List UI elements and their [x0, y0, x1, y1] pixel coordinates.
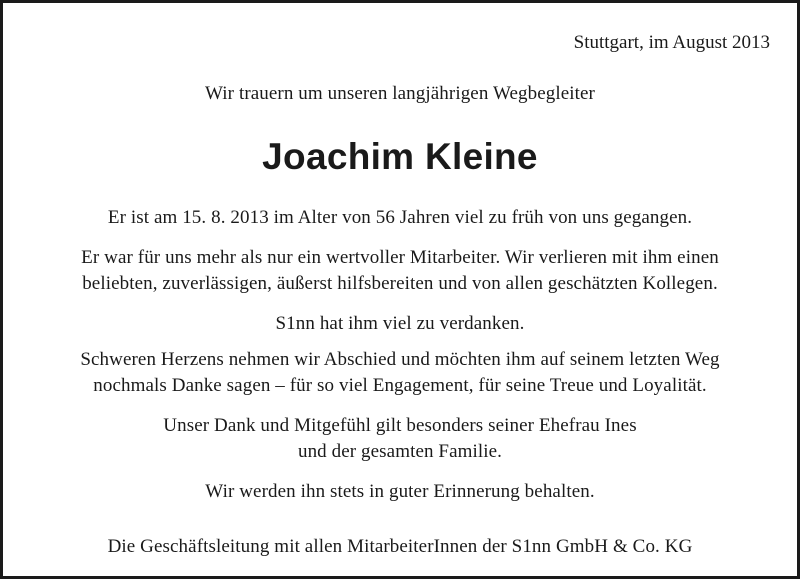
place-date: Stuttgart, im August 2013	[573, 32, 770, 53]
deceased-name: Joachim Kleine	[262, 136, 538, 177]
intro-line: Wir trauern um unseren langjährigen Wegbegleiter	[205, 83, 595, 104]
paragraph-1-line-1: Er ist am 15. 8. 2013 im Alter von 56 Jahren viel zu früh von uns gegangen.	[107, 207, 693, 228]
paragraph-2-line-2: beliebten, zuverlässigen, äußerst hilfsbereiten und von allen geschätzten Kollegen.	[82, 273, 718, 294]
paragraph-3-line-1: S1nn hat ihm viel zu verdanken.	[275, 313, 525, 334]
paragraph-5-line-2: und der gesamten Familie.	[297, 441, 503, 462]
paragraph-4-line-1: Schweren Herzens nehmen wir Abschied und möchten ihm auf seinem letzten Weg	[80, 349, 720, 370]
paragraph-2-line-1: Er war für uns mehr als nur ein wertvoller Mitarbeiter. Wir verlieren mit ihm einen	[81, 247, 719, 268]
paragraph-6-line-1: Wir werden ihn stets in guter Erinnerung behalten.	[205, 481, 595, 502]
paragraph-5-line-1: Unser Dank und Mitgefühl gilt besonders seiner Ehefrau Ines	[163, 415, 637, 436]
signature-line: Die Geschäftsleitung mit allen MitarbeiterInnen der S1nn GmbH & Co. KG	[107, 536, 693, 557]
paragraph-4-line-2: nochmals Danke sagen – für so viel Engagement, für seine Treue und Loyalität.	[93, 375, 707, 396]
